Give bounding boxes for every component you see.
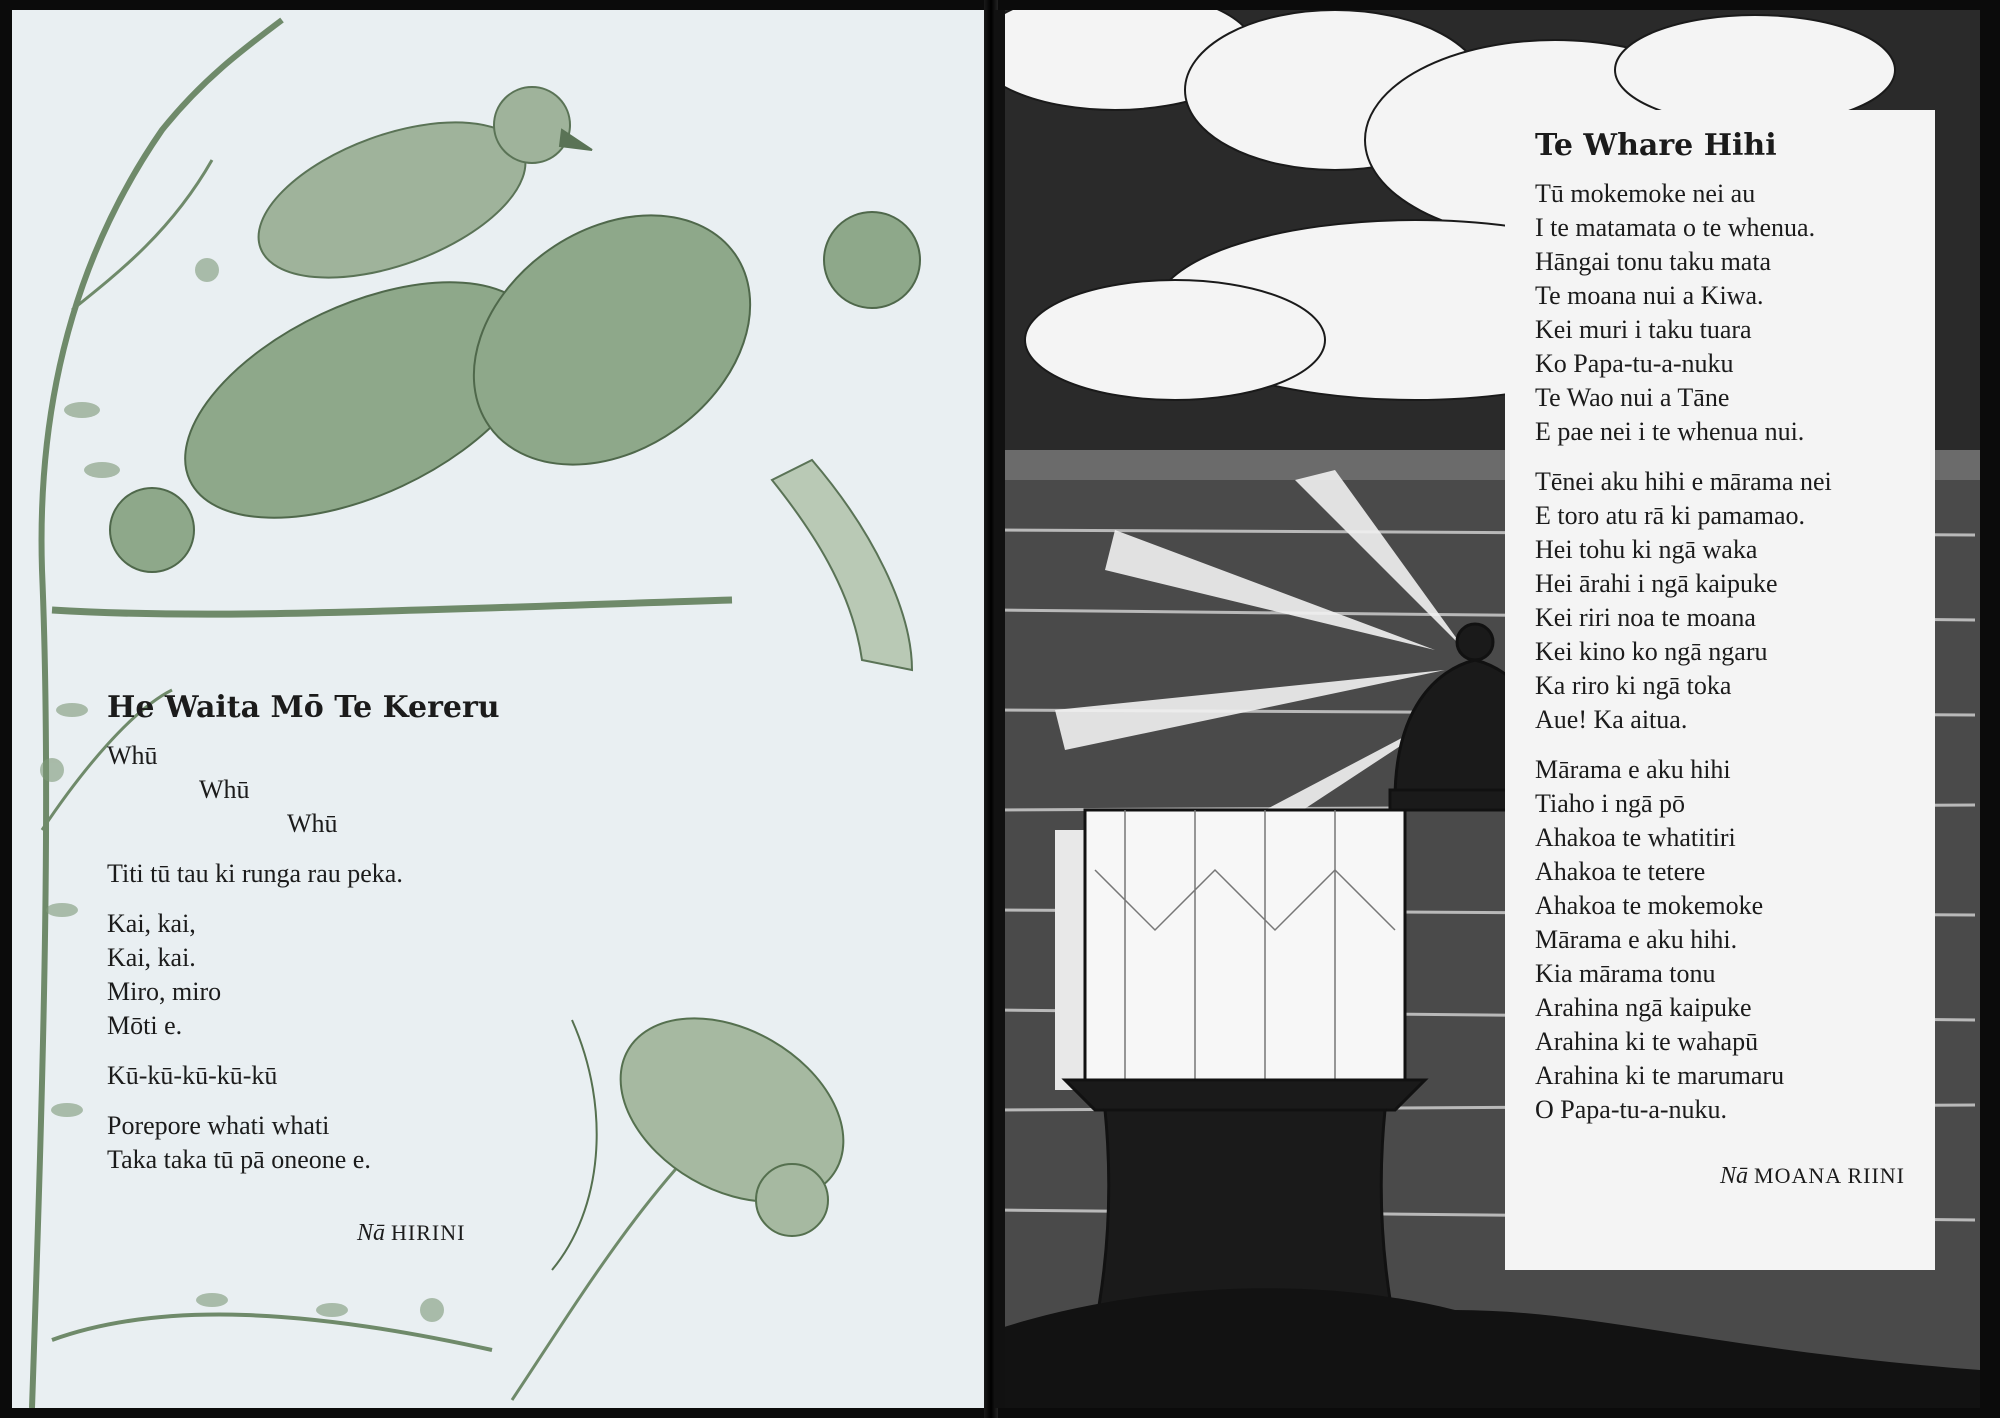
poem-line: Titi tū tau ki runga rau peka. [107,859,403,888]
poem-title: Te Whare Hihi [1535,128,1777,163]
poem-line: Whū [287,809,338,838]
pigeon-lower [552,981,876,1270]
byline-prefix: Nā [1720,1163,1749,1189]
poem-line: I te matamata o te whenua. [1535,213,1816,242]
poem-line: Ahakoa te whatitiri [1535,823,1736,852]
poem-line: Mārama e aku hihi [1535,755,1731,784]
byline-author: HIRINI [391,1220,466,1245]
left-page [12,10,987,1408]
poem-line: Mōti e. [107,1011,183,1040]
poem-line: Whū [199,775,250,804]
poem-line: Hei ārahi i ngā kaipuke [1535,569,1778,598]
poem-line: Tū mokemoke nei au [1535,179,1756,208]
stanza [107,739,527,841]
poem-title: He Waita Mō Te Kereru [107,690,500,725]
poem-line: Ko Papa-tu-a-nuku [1535,349,1734,378]
poem-line: Tiaho i ngā pō [1535,789,1685,818]
stanza [107,1059,527,1093]
poem-line: Te moana nui a Kiwa. [1535,281,1764,310]
poem-line: Whū [107,741,158,770]
stanza [1535,465,1925,737]
poem-line: Kai, kai, [107,909,196,938]
poem-line: Kei riri noa te moana [1535,603,1756,632]
poem-line: Aue! Ka aitua. [1535,705,1688,734]
byline-prefix: Nā [357,1220,386,1246]
poem-line: Te Wao nui a Tāne [1535,383,1730,412]
poem-line: Arahina ki te wahapū [1535,1027,1759,1056]
poem-line: E toro atu rā ki pamamao. [1535,501,1806,530]
poem-line: Tēnei aku hihi e mārama nei [1535,467,1832,496]
poem-line: Ka riro ki ngā toka [1535,671,1732,700]
poem-line: Ahakoa te tetere [1535,857,1706,886]
poem-byline [357,1220,465,1247]
poem-line: Kia mārama tonu [1535,959,1716,988]
poem-line: Hāngai tonu taku mata [1535,247,1772,276]
poem-line: Arahina ngā kaipuke [1535,993,1752,1022]
poem-line: Kū-kū-kū-kū-kū [107,1061,278,1090]
poem-byline [1535,1163,1925,1190]
byline-author: MOANA RIINI [1754,1163,1905,1188]
poem-kereru [107,690,527,1246]
stanza [107,907,527,1043]
poem-line: O Papa-tu-a-nuku. [1535,1095,1728,1124]
poem-line: Ahakoa te mokemoke [1535,891,1764,920]
poem-line: Kei kino ko ngā ngaru [1535,637,1768,666]
poem-te-whare-hihi [1535,128,1925,1190]
poem-line: Miro, miro [107,977,222,1006]
poem-line: Hei tohu ki ngā waka [1535,535,1758,564]
poem-line: Porepore whati whati [107,1111,330,1140]
poem-line: Mārama e aku hihi. [1535,925,1738,954]
stanza [107,1109,527,1177]
poem-line: Arahina ki te marumaru [1535,1061,1785,1090]
poem-line: Kai, kai. [107,943,196,972]
stanza [1535,753,1925,1127]
poem-line: Kei muri i taku tuara [1535,315,1752,344]
stanza [1535,177,1925,449]
stanza [107,857,527,891]
poem-line: Taka taka tū pā oneone e. [107,1145,371,1174]
poem-line: E pae nei i te whenua nui. [1535,417,1805,446]
right-page [995,10,1980,1408]
